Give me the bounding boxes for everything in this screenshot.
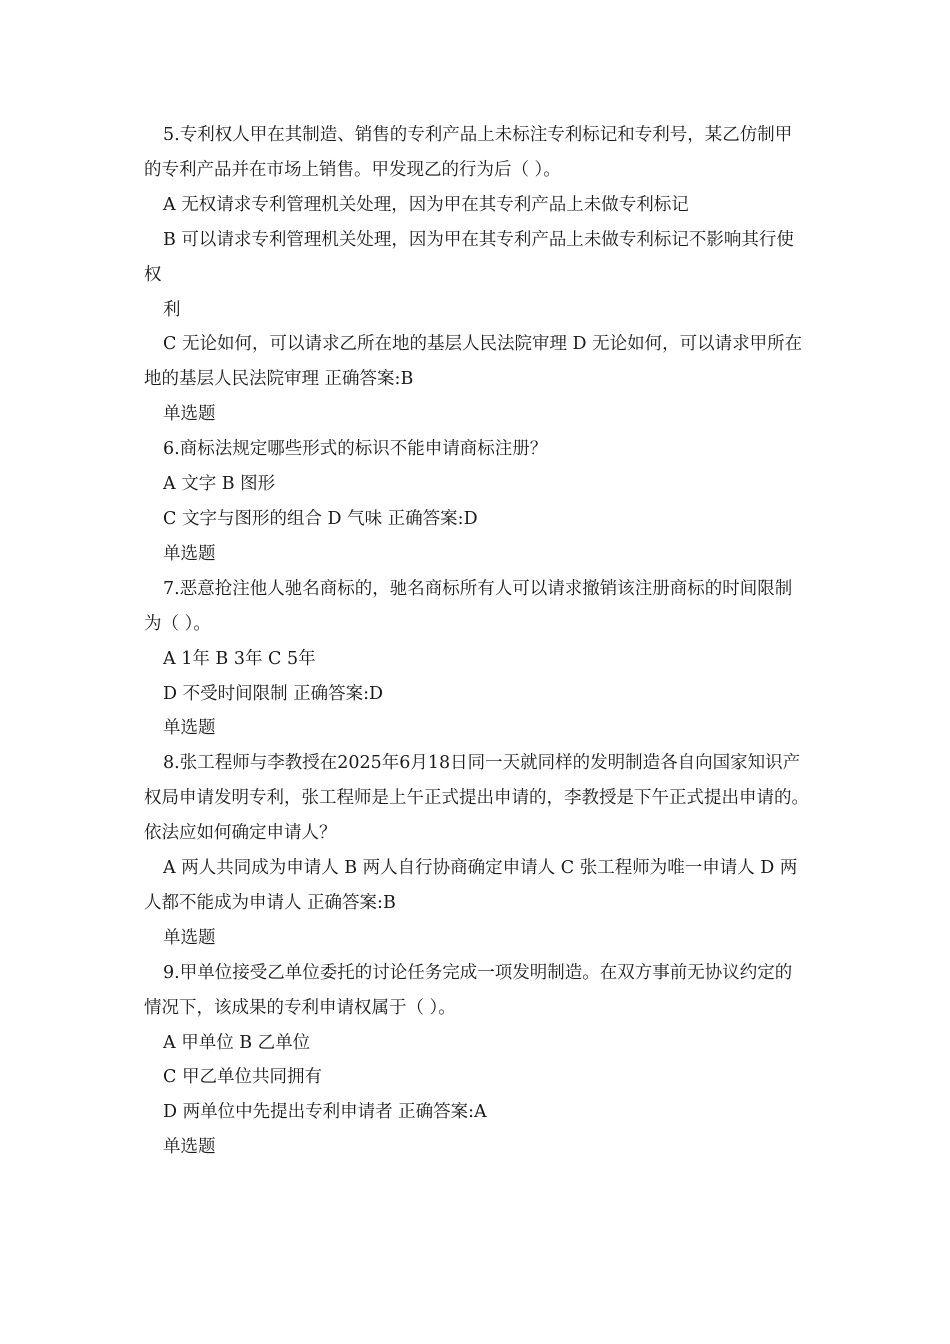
question-6-option-ab: A 文字 B 图形: [163, 474, 276, 495]
question-9-stem: 9.甲单位接受乙单位委托的讨论任务完成一项发明制造。在双方事前无协议约定的情况下，该成果的专利申请权属于（ ）。: [144, 962, 793, 1018]
question-9-option-ab: A 甲单位 B 乙单位: [163, 1032, 311, 1053]
question-5-option-b: B 可以请求专利管理机关处理，因为甲在其专利产品上未做专利标记不影响其行使权: [144, 229, 794, 285]
question-6-option-cd-answer: C 文字与图形的组合 D 气味 正确答案:D: [163, 508, 478, 529]
question-5-stem: 5.专利权人甲在其制造、销售的专利产品上未标注专利标记和专利号，某乙仿制甲的专利产品并在市场上销售。甲发现乙的行为后（ ）。: [144, 125, 793, 180]
question-7-type: 单选题: [163, 718, 216, 739]
question-8-options-answer: A 两人共同成为申请人 B 两人自行协商确定申请人 C 张工程师为唯一申请人 D 两人都不能成为申请人 正确答案:B: [144, 858, 798, 913]
question-7-stem: 7.恶意抢注他人驰名商标的，驰名商标所有人可以请求撤销该注册商标的时间限制为（ ）。: [144, 578, 793, 634]
document-body: [144, 118, 809, 1165]
question-8-type: 单选题: [163, 927, 216, 948]
question-7-option-abc: A 1年 B 3年 C 5年: [163, 648, 316, 669]
question-9-type: 单选题: [163, 1137, 216, 1158]
question-9-option-c: C 甲乙单位共同拥有: [163, 1067, 322, 1088]
question-5-option-a: A 无权请求专利管理机关处理，因为甲在其专利产品上未做专利标记: [163, 194, 689, 215]
question-6-stem: 6.商标法规定哪些形式的标识不能申请商标注册？: [163, 439, 548, 460]
question-5-type: 单选题: [163, 404, 216, 425]
question-5-option-b-continued: 利: [163, 299, 181, 320]
question-5-option-cd-answer: C 无论如何，可以请求乙所在地的基层人民法院审理 D 无论如何，可以请求甲所在地的基层人民法院审理 正确答案:B: [144, 334, 803, 390]
question-8-stem: 8.张工程师与李教授在2025年6月18日同一天就同样的发明制造各自向国家知识产权局申请发明专利，张工程师是上午正式提出申请的，李教授是下午正式提出申请的。依法应如何确定申请人？: [144, 753, 809, 844]
question-9-option-d-answer: D 两单位中先提出专利申请者 正确答案:A: [163, 1102, 487, 1123]
question-7-option-d-answer: D 不受时间限制 正确答案:D: [163, 683, 384, 704]
question-6-type: 单选题: [163, 543, 216, 564]
